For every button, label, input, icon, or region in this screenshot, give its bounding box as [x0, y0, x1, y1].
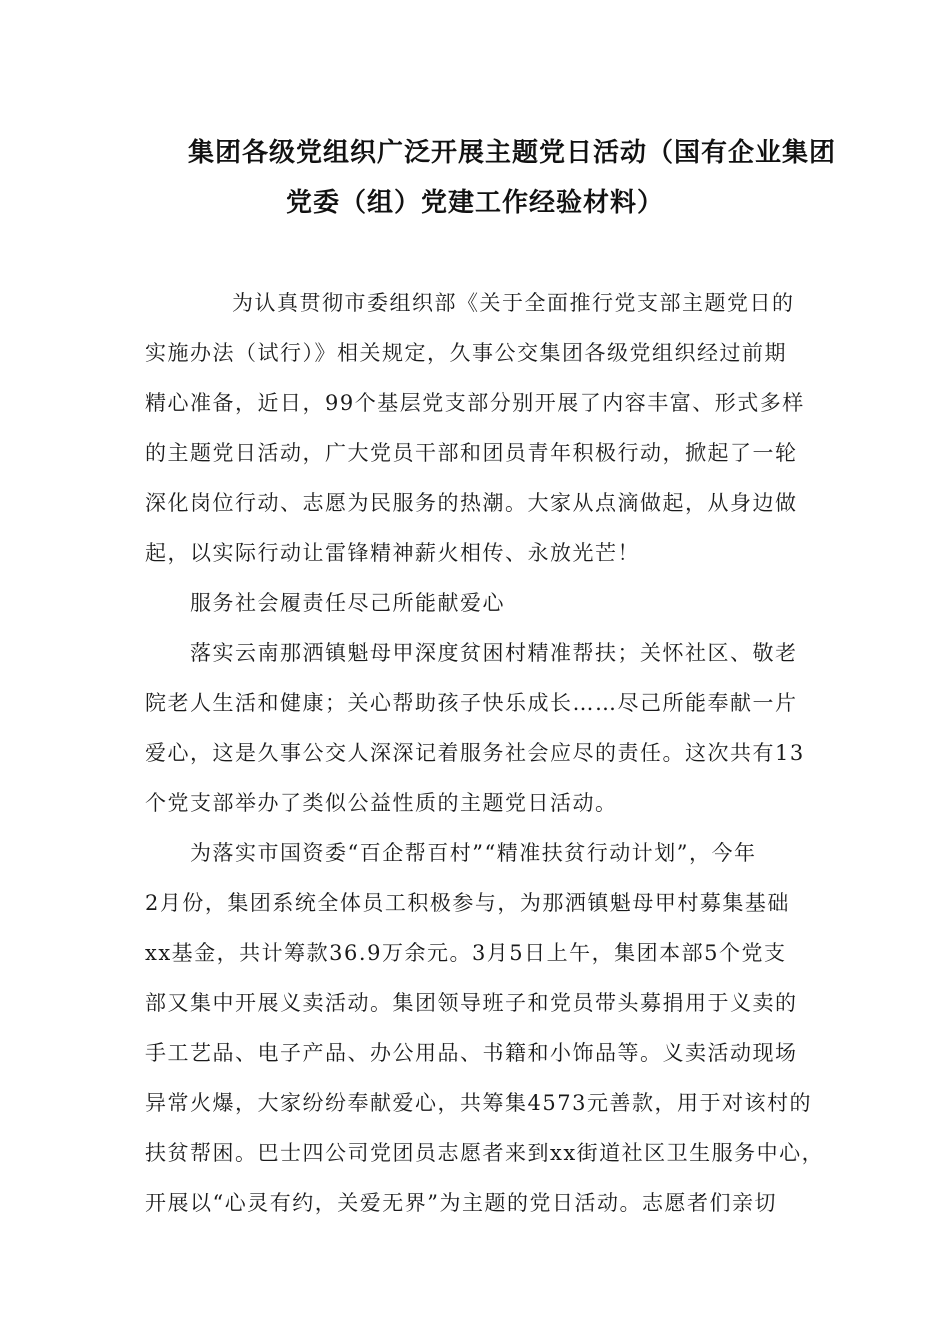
- paragraph-1-line-3: 精心准备，近日，99个基层党支部分别开展了内容丰富、形式多样: [145, 391, 805, 415]
- paragraph-3-line-7: 扶贫帮困。巴士四公司党团员志愿者来到xx街道社区卫生服务中心，: [145, 1141, 825, 1165]
- paragraph-3-line-8: 开展以“心灵有约，关爱无界”为主题的党日活动。志愿者们亲切: [145, 1191, 777, 1215]
- paragraph-2-line-2: 院老人生活和健康；关心帮助孩子快乐成长……尽己所能奉献一片: [145, 691, 798, 715]
- paragraph-1-line-5: 深化岗位行动、志愿为民服务的热潮。大家从点滴做起，从身边做: [145, 491, 798, 515]
- section-heading: 服务社会履责任尽己所能献爱心: [190, 591, 505, 615]
- paragraph-2-line-3: 爱心，这是久事公交人深深记着服务社会应尽的责任。这次共有13: [145, 741, 805, 765]
- paragraph-1-line-6: 起，以实际行动让雷锋精神薪火相传、永放光芒！: [145, 541, 640, 565]
- paragraph-2-line-4: 个党支部举办了类似公益性质的主题党日活动。: [145, 791, 618, 815]
- paragraph-3-line-5: 手工艺品、电子产品、办公用品、书籍和小饰品等。义卖活动现场: [145, 1041, 798, 1065]
- document-title-line-2: 党委（组）党建工作经验材料）: [285, 188, 664, 218]
- paragraph-3-line-4: 部又集中开展义卖活动。集团领导班子和党员带头募捐用于义卖的: [145, 991, 798, 1015]
- document-title-line-1: 集团各级党组织广泛开展主题党日活动（国有企业集团: [188, 138, 837, 168]
- paragraph-2-line-1: 落实云南那洒镇魁母甲深度贫困村精准帮扶；关怀社区、敬老: [190, 641, 798, 665]
- paragraph-3-line-1: 为落实市国资委“百企帮百村”“精准扶贫行动计划”，今年: [190, 841, 757, 865]
- paragraph-1-line-2: 实施办法（试行）》相关规定，久事公交集团各级党组织经过前期: [145, 341, 787, 365]
- paragraph-3-line-3: xx基金，共计筹款36.9万余元。3月5日上午，集团本部5个党支: [145, 941, 787, 965]
- paragraph-1-line-4: 的主题党日活动，广大党员干部和团员青年积极行动，掀起了一轮: [145, 441, 798, 465]
- paragraph-3-line-6: 异常火爆，大家纷纷奉献爱心，共筹集4573元善款，用于对该村的: [145, 1091, 812, 1115]
- paragraph-3-line-2: 2月份，集团系统全体员工积极参与，为那洒镇魁母甲村募集基础: [145, 891, 790, 915]
- paragraph-1-line-1: 为认真贯彻市委组织部《关于全面推行党支部主题党日的: [232, 291, 795, 315]
